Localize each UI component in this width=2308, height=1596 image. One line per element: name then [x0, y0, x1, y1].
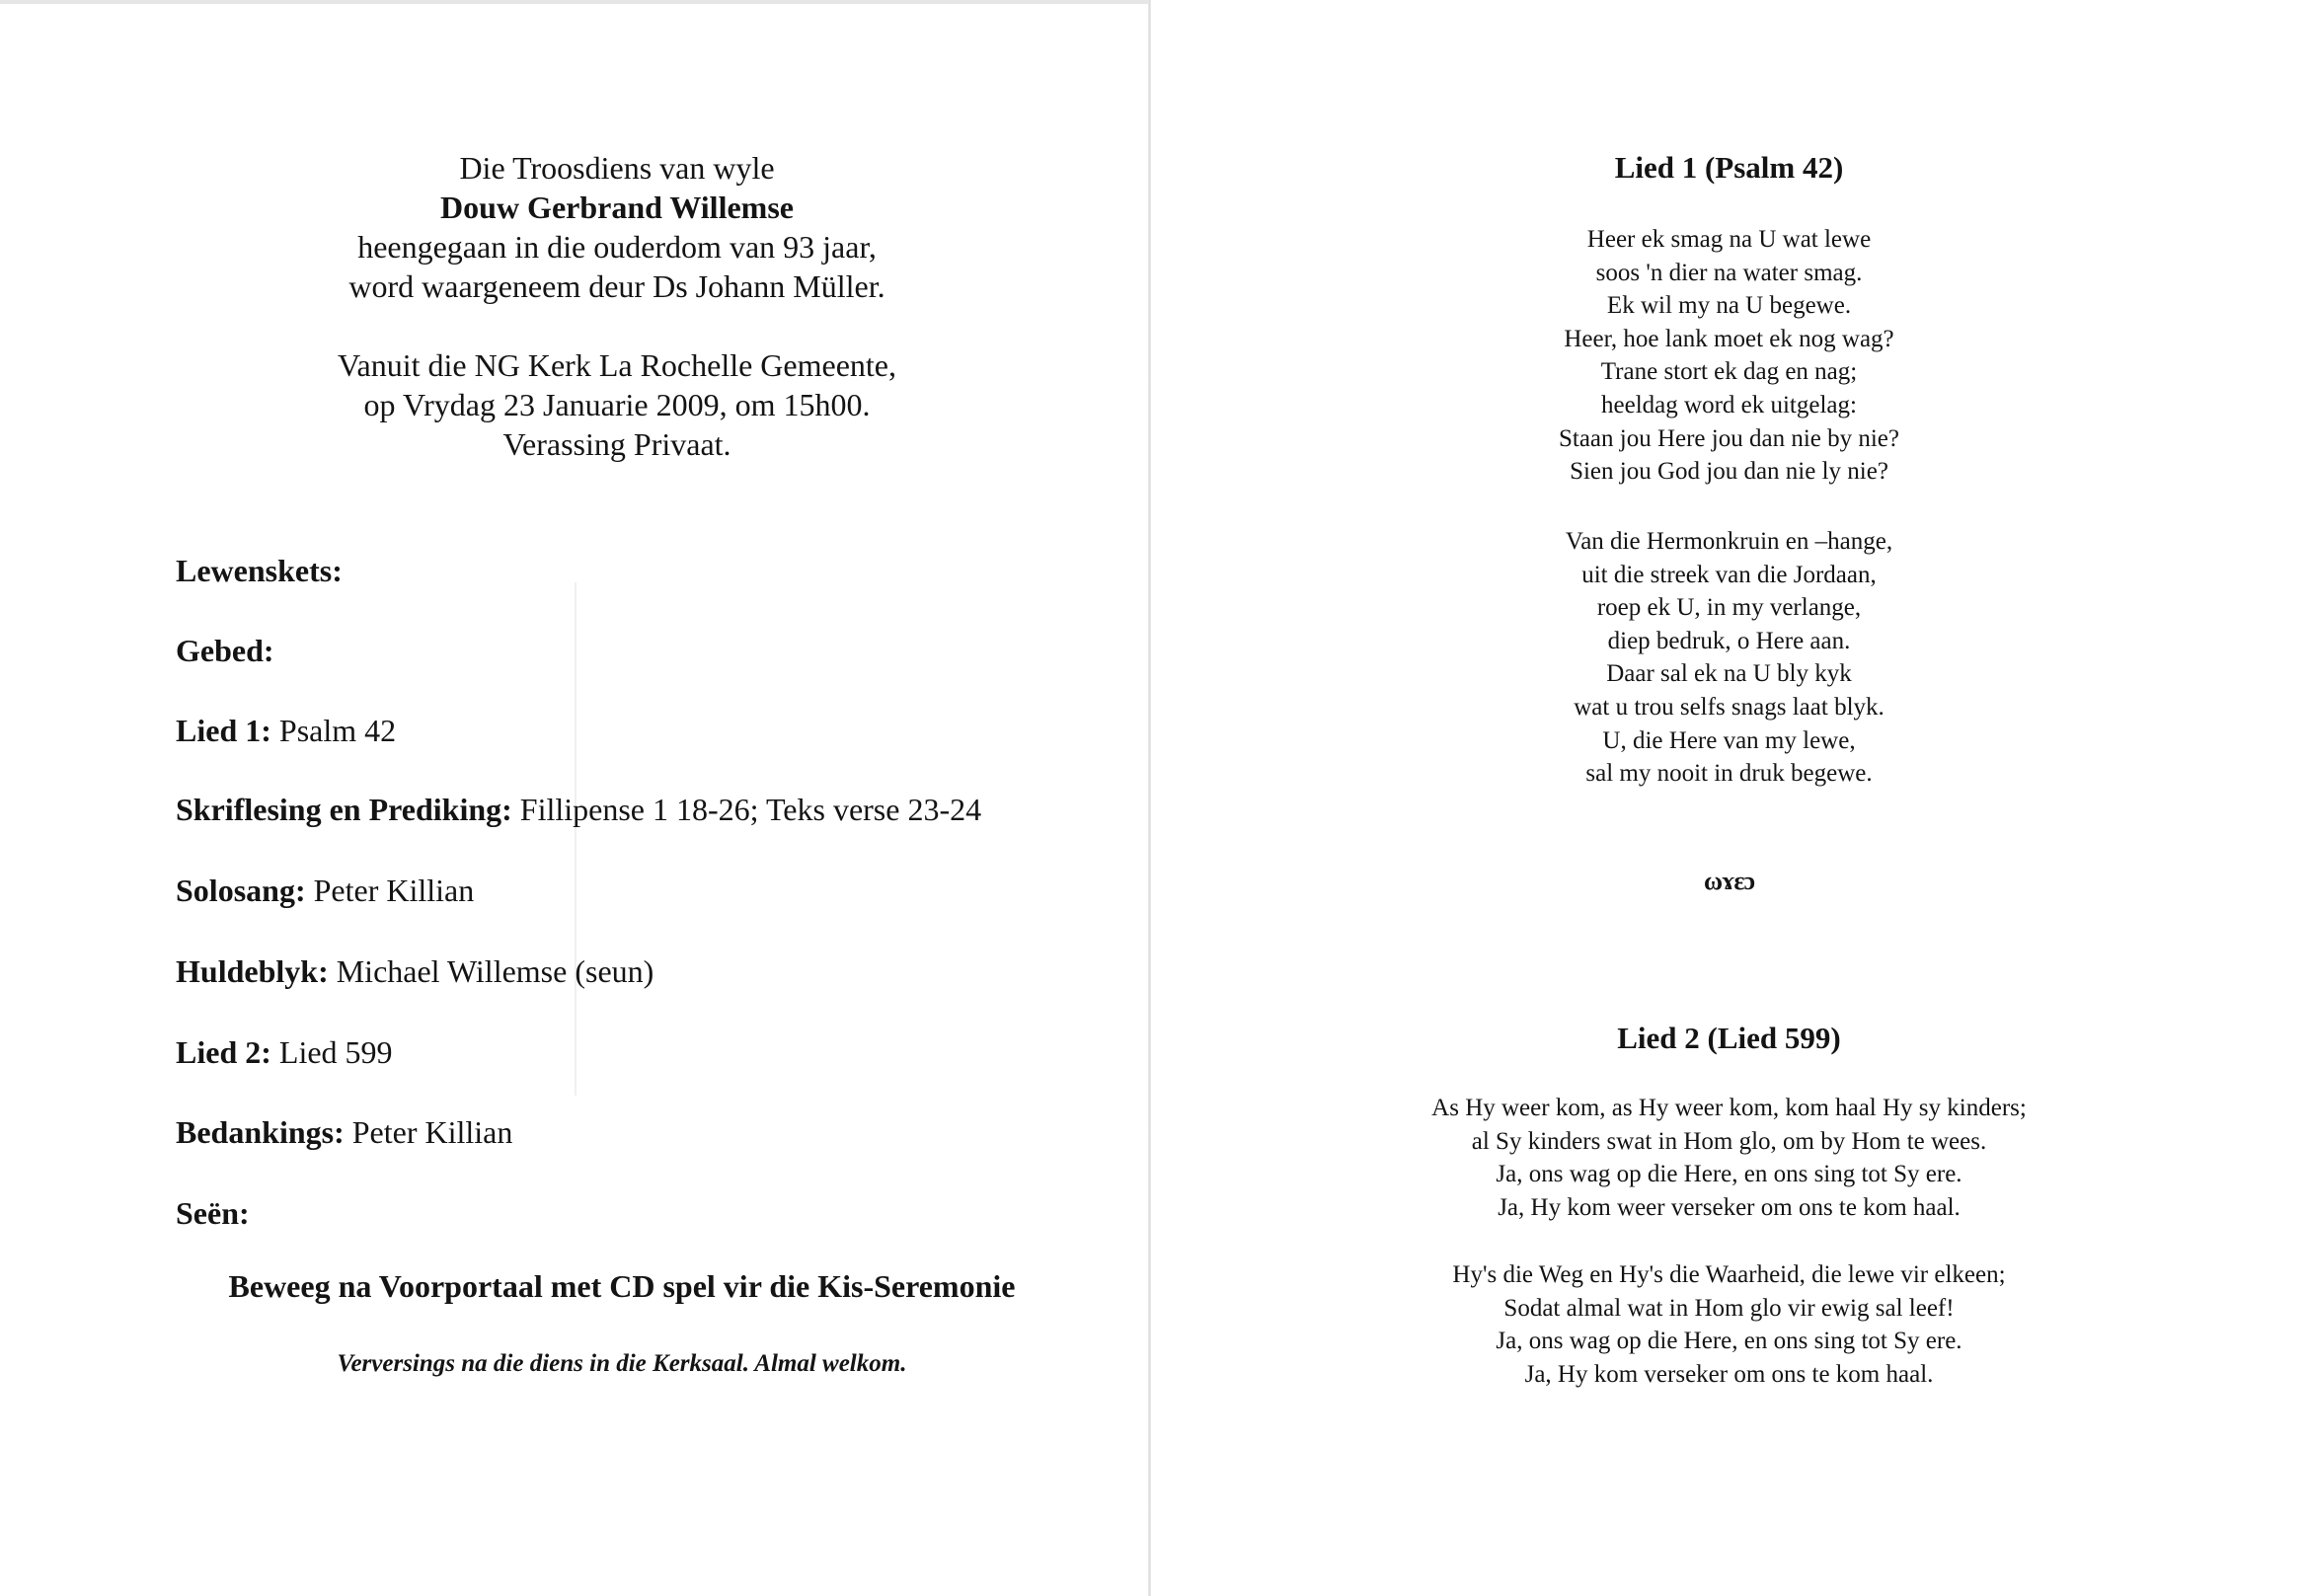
lyric-line: roep ek U, in my verlange, [1596, 594, 1862, 622]
song1-verse1 [1150, 223, 2308, 489]
lyric-line: Ja, Hy kom weer verseker om ons te kom haal. [1498, 1193, 1961, 1221]
program-item [176, 953, 654, 990]
lyric-line: Sien jou God jou dan nie ly nie? [1570, 458, 1888, 486]
program-item [176, 873, 474, 909]
paper-crease [575, 582, 577, 1096]
program-label: Lied 2: [176, 1034, 271, 1070]
lyric-line: Heer, hoe lank moet ek nog wag? [1564, 325, 1894, 352]
song1-title: Lied 1 (Psalm 42) [1614, 150, 1844, 185]
lyric-line: Van die Hermonkruin en –hange, [1565, 528, 1893, 555]
program-value: Michael Willemse (seun) [328, 953, 654, 989]
refreshments-note: Verversings na die diens in die Kerksaal. Almal welkom. [337, 1350, 907, 1377]
spacer [0, 306, 1234, 345]
lyric-line: As Hy weer kom, as Hy weer kom, kom haal Hy sy kinders; [1431, 1095, 2027, 1121]
program-label: Skriflesing en Prediking: [176, 792, 512, 827]
venue-line: Vanuit die NG Kerk La Rochelle Gemeente, [337, 347, 896, 383]
program-item [176, 553, 343, 589]
date-line: op Vrydag 23 Januarie 2009, om 15h00. [363, 387, 871, 422]
lyric-line: al Sy kinders swat in Hom glo, om by Hom te wees. [1471, 1127, 1987, 1155]
deceased-name: Douw Gerbrand Willemse [440, 190, 794, 225]
program-label: Lied 1: [176, 713, 271, 748]
program-label: Seën: [176, 1195, 250, 1231]
lyric-line: Trane stort ek dag en nag; [1600, 358, 1858, 386]
lyric-line: Staan jou Here jou dan nie by nie? [1558, 424, 1900, 452]
lyric-line: Sodat almal wat in Hom glo vir ewig sal leef! [1503, 1294, 1955, 1322]
lyric-line: wat u trou selfs snags laat blyk. [1574, 693, 1885, 721]
lyric-line: Heer ek smag na U wat lewe [1586, 226, 1872, 253]
song2-verse2 [1150, 1258, 2308, 1391]
right-page [1150, 0, 2308, 1596]
lyric-line: soos 'n dier na water smag. [1595, 259, 1863, 286]
program-item [176, 633, 274, 669]
song2-title: Lied 2 (Lied 599) [1617, 1021, 1841, 1055]
ornament-icon: ωɤεɔ [1703, 867, 1755, 895]
lyric-line: Daar sal ek na U bly kyk [1606, 660, 1852, 688]
lyric-line: heeldag word ek uitgelag: [1601, 391, 1857, 418]
lyric-line: Hy's die Weg en Hy's die Waarheid, die lewe vir elkeen; [1452, 1261, 2006, 1288]
lyric-line: uit die streek van die Jordaan, [1581, 561, 1877, 588]
program-value: Psalm 42 [270, 713, 397, 748]
program-item [176, 1034, 393, 1071]
cremation-line: Verassing Privaat. [502, 426, 731, 462]
program-item [176, 1195, 250, 1232]
program-value: Peter Killian [344, 1114, 513, 1150]
lyric-line: Ja, ons wag op die Here, en ons sing tot Sy ere. [1496, 1328, 1962, 1355]
service-header [0, 148, 1234, 464]
program-item [176, 713, 396, 749]
lyric-line: Ja, ons wag op die Here, en ons sing tot Sy ere. [1496, 1161, 1962, 1188]
program-label: Gebed: [176, 633, 274, 668]
program-label: Solosang: [176, 873, 306, 908]
program-value: Lied 599 [270, 1034, 393, 1070]
program-value: Fillipense 1 18-26; Teks verse 23-24 [511, 792, 982, 827]
program-label: Lewenskets: [176, 553, 343, 588]
lyric-line: Ja, Hy kom verseker om ons te kom haal. [1524, 1360, 1934, 1388]
age-line: heengegaan in die ouderdom van 93 jaar, [357, 229, 877, 265]
lyric-line: U, die Here van my lewe, [1602, 726, 1856, 754]
program-label: Bedankings: [176, 1114, 345, 1150]
song1-verse2 [1150, 525, 2308, 791]
intro-line: Die Troosdiens van wyle [459, 150, 775, 186]
program-item [176, 792, 981, 828]
program-item [176, 1114, 512, 1151]
closing-instruction: Beweeg na Voorportaal met CD spel vir die Kis-Seremonie [228, 1268, 1016, 1304]
lyric-line: Ek wil my na U begewe. [1606, 292, 1852, 320]
minister-line: word waargeneem deur Ds Johann Müller. [348, 268, 885, 304]
lyric-line: diep bedruk, o Here aan. [1607, 627, 1851, 654]
song2-verse1 [1150, 1092, 2308, 1224]
lyric-line: sal my nooit in druk begewe. [1585, 760, 1873, 788]
program-value: Peter Killian [305, 873, 475, 908]
program-label: Huldeblyk: [176, 953, 329, 989]
left-page [0, 0, 1150, 1596]
